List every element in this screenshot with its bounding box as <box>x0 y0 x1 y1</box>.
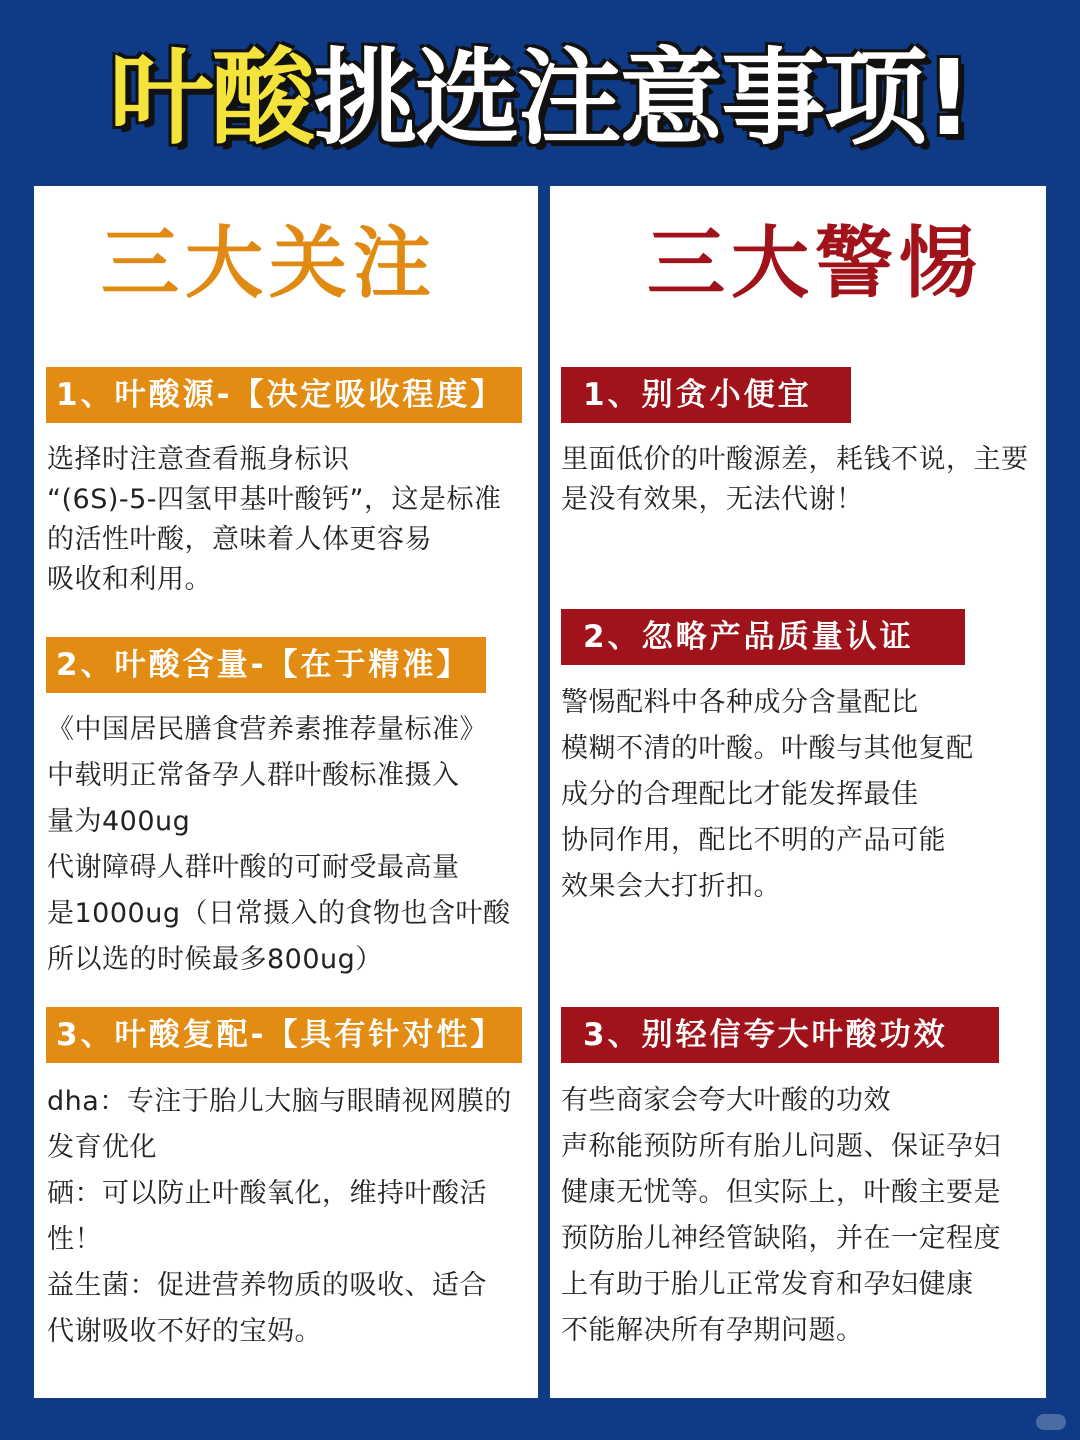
left-heading: 三大关注 <box>100 219 437 309</box>
right-section-2-label: 2、忽略产品质量认证 <box>561 609 965 665</box>
left-section-1-label: 1、叶酸源-【决定吸收程度】 <box>46 367 522 423</box>
left-section-1-body: 选择时注意查看瓶身标识 “(6S)-5-四氢甲基叶酸钙”，这是标准 的活性叶酸，意味着人体更容易 吸收和利用。 <box>47 444 502 595</box>
page-title <box>0 28 1080 168</box>
watermark-badge <box>1036 1414 1066 1430</box>
title-highlight: 叶酸 <box>109 37 314 159</box>
left-section-3-body: dha：专注于胎儿大脑与眼睛视网膜的 发育优化 硒：可以防止叶酸氧化，维持叶酸活性！ 益生菌：促进营养物质的吸收、适合 代谢吸收不好的宝妈。 <box>47 1086 512 1347</box>
right-section-2-body: 警惕配料中各种成分含量配比 模糊不清的叶酸。叶酸与其他复配 成分的合理配比才能发挥最佳 协同作用，配比不明的产品可能 效果会大打折扣。 <box>561 687 974 902</box>
right-section-3-body: 有些商家会夸大叶酸的功效 声称能预防所有胎儿问题、保证孕妇 健康无忧等。但实际上，叶酸主要是 预防胎儿神经管缺陷，并在一定程度 上有助于胎儿正常发育和孕妇健康 不能解决所有孕期问题。 <box>561 1085 1001 1346</box>
title-rest: 挑选注意事项! <box>313 37 971 159</box>
right-section-3-label: 3、别轻信夸大叶酸功效 <box>561 1007 999 1063</box>
left-section-2-body: 《中国居民膳食营养素推荐量标准》 中载明正常备孕人群叶酸标准摄入 量为400ug 代谢障碍人群叶酸的可耐受最高量 是1000ug（日常摄入的食物也含叶酸 所以选的时候最多800ug） <box>47 714 511 975</box>
left-section-3-label: 3、叶酸复配-【具有针对性】 <box>46 1007 522 1063</box>
right-section-1-body: 里面低价的叶酸源差，耗钱不说，主要 是没有效果，无法代谢！ <box>561 444 1029 515</box>
right-section-1-label: 1、别贪小便宜 <box>561 367 851 423</box>
right-heading: 三大警惕 <box>646 219 983 309</box>
left-section-2-label: 2、叶酸含量-【在于精准】 <box>46 637 486 693</box>
